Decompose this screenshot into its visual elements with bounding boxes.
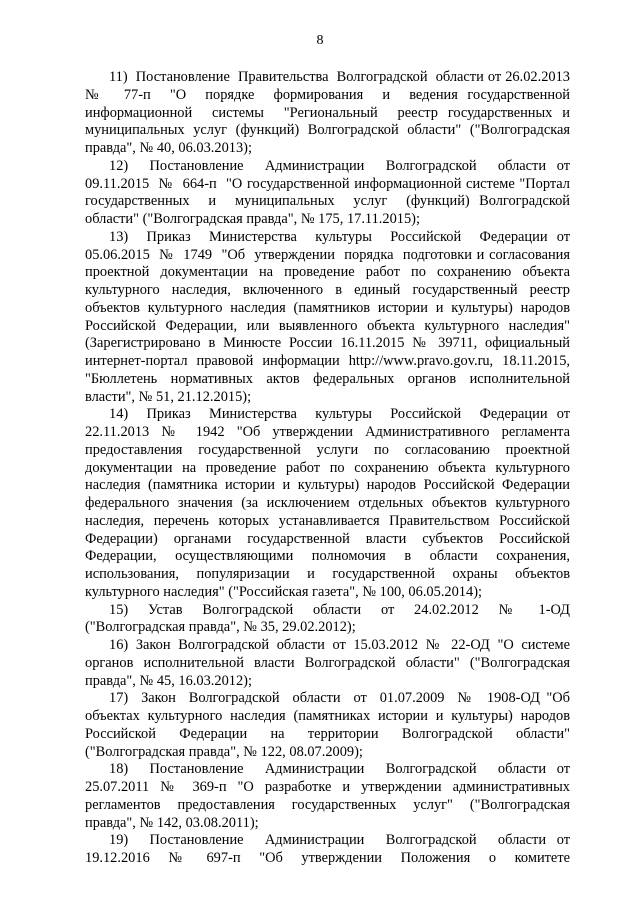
- list-item-19: 19) Постановление Администрации Волгоградской области от 19.12.2016 № 697-п "Об утверждении Положения о комитете: [85, 832, 574, 866]
- list-item-17: 17) Закон Волгоградской области от 01.07.2009 № 1908-ОД "Об объектах культурного наследия (памятниках истории и культуры) народов Российской Федерации на территории Волгоградской области" ("Волгоградская правда", № 122, 08.07.2009);: [85, 690, 574, 760]
- list-item-11: 11) Постановление Правительства Волгоградской области от 26.02.2013 № 77-п "О порядке формирования и ведения государственной информационной системы "Региональный реестр государственных и муниципальных услуг (функций) Волгоградской области" ("Волгоградская правда", № 40, 06.03.2013);: [85, 69, 578, 156]
- list-item-14: 14) Приказ Министерства культуры Российской Федерации от 22.11.2013 № 1942 "Об утверждении Административного регламента предоставления государственной услуги по согласованию проектной документации на проведение работ по сохранению объекта культурного наследия (памятника истории и культуры) народов Российской Федерации федерального значения (за исключением отдельных объектов культурного наследия, перечень которых устанавливается Правительством Российской Федерации) органами государственной власти субъектов Российской Федерации, осуществляющими полномочия в области сохранения, использования, популяризации и государственной охраны объектов культурного наследия" ("Российская газета", № 100, 06.05.2014);: [85, 406, 574, 600]
- list-item-12: 12) Постановление Администрации Волгоградской области от 09.11.2015 № 664-п "О государственной информационной системе "Портал государственных и муниципальных услуг (функций) Волгоградской области" ("Волгоградская правда", № 175, 17.11.2015);: [85, 157, 578, 227]
- list-item-18: 18) Постановление Администрации Волгоградской области от 25.07.2011 № 369-п "О разработке и утверждении административных регламентов предоставления государственных услуг" ("Волгоградская правда", № 142, 03.08.2011);: [85, 761, 574, 831]
- document-body: [85, 69, 578, 868]
- list-item-16: 16) Закон Волгоградской области от 15.03.2012 № 22-ОД "О системе органов исполнительной власти Волгоградской области" ("Волгоградская правда", № 45, 16.03.2012);: [85, 637, 574, 689]
- list-item-13: 13) Приказ Министерства культуры Российской Федерации от 05.06.2015 № 1749 "Об утверждении порядка подготовки и согласования проектной документации на проведение работ по сохранению объекта культурного наследия, включенного в единый государственный реестр объектов культурного наследия (памятников истории и культуры) народов Российской Федерации, или выявленного объекта культурного наследия" (Зарегистрировано в Минюсте России 16.11.2015 № 39711, официальный интернет-портал правовой информации http://www.pravo.gov.ru, 18.11.2015, "Бюллетень нормативных актов федеральных органов исполнительной власти", № 51, 21.12.2015);: [85, 228, 574, 405]
- page-number: 8: [316, 33, 324, 48]
- list-item-15: 15) Устав Волгоградской области от 24.02.2012 № 1-ОД ("Волгоградская правда", № 35, 29.02.2012);: [85, 601, 574, 636]
